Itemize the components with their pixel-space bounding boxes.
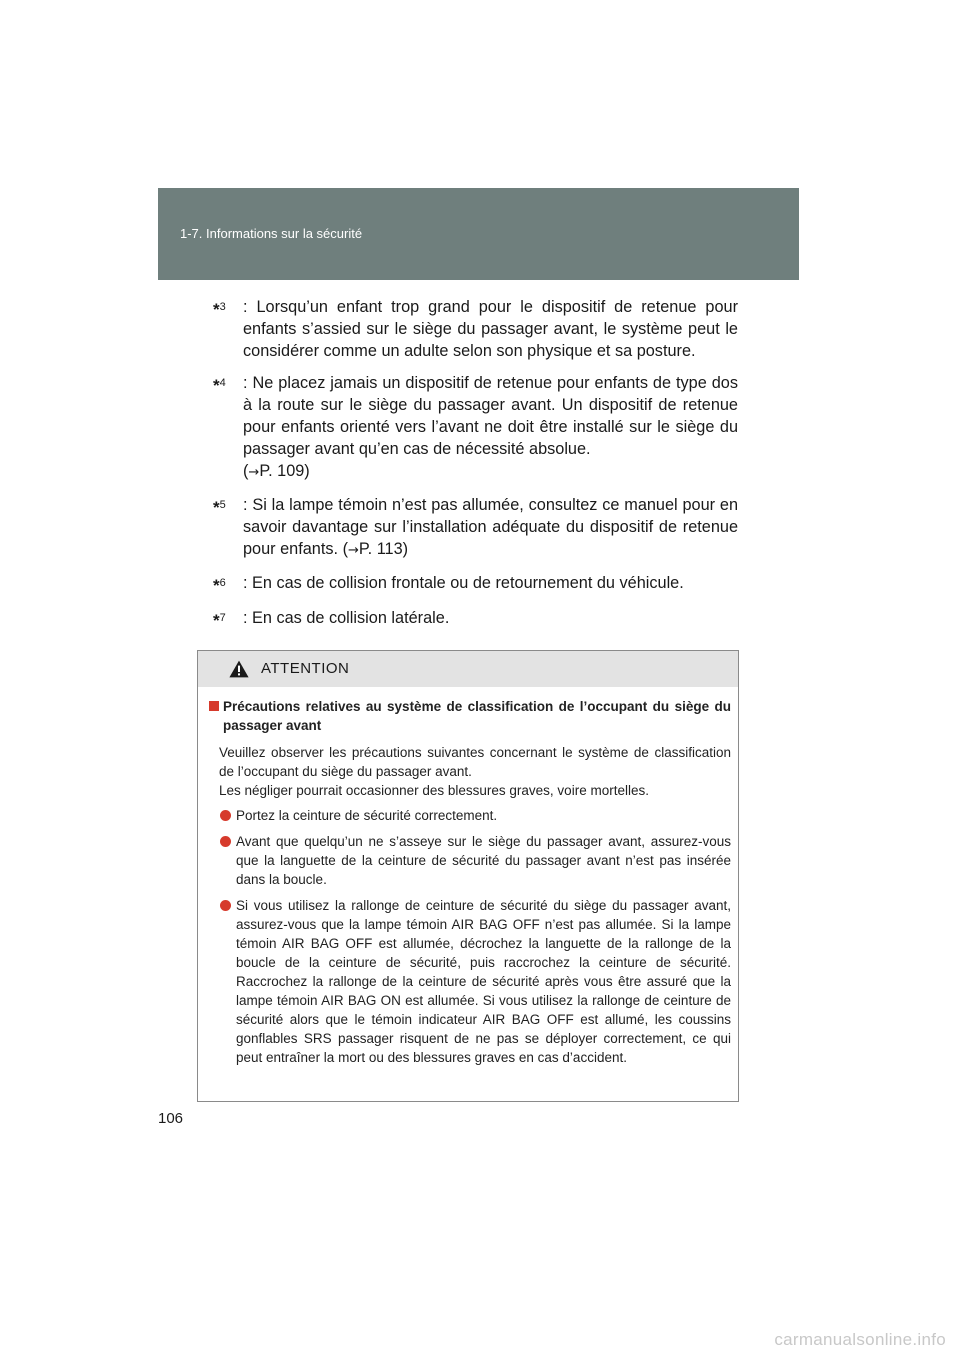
warning-body	[198, 687, 738, 1067]
round-bullet-icon	[220, 810, 231, 821]
warning-intro-line: Les négliger pourrait occasionner des blessures graves, voire mortelles.	[219, 783, 649, 798]
asterisk-icon: *	[213, 300, 220, 319]
footnote-4	[213, 372, 738, 484]
page-reference[interactable]	[243, 460, 738, 484]
warning-box	[197, 650, 739, 1102]
warning-heading	[209, 697, 731, 735]
footnote-marker	[213, 494, 243, 519]
chapter-header-band	[158, 188, 799, 280]
warning-label: ATTENTION	[261, 660, 350, 677]
footnote-number: 5	[219, 499, 226, 511]
footnote-text: : Lorsqu’un enfant trop grand pour le dispositif de retenue pour enfants s’assied sur le siège du passager avant, le système peut le considérer comme un adulte selon son physique et sa posture.	[243, 298, 738, 360]
footnote-7	[213, 607, 738, 632]
page-reference[interactable]: P. 113)	[358, 540, 409, 558]
round-bullet-icon	[220, 836, 231, 847]
footnote-marker	[213, 372, 243, 397]
arrow-right-icon: →	[248, 465, 260, 480]
warning-item	[209, 832, 731, 889]
ref-paren: (	[243, 462, 249, 480]
watermark: carmanualsonline.info	[774, 1330, 946, 1349]
footnote-number: 3	[219, 301, 226, 313]
footnote-marker	[213, 572, 243, 597]
footnote-5	[213, 494, 738, 562]
warning-item	[209, 806, 731, 825]
warning-item	[209, 896, 731, 1067]
footnote-3	[213, 296, 738, 362]
warning-intro-line: Veuillez observer les précautions suivantes concernant le système de classification de l’occupant du siège du passager avant.	[219, 745, 731, 779]
round-bullet-icon	[220, 900, 231, 911]
footnote-number: 7	[219, 612, 226, 624]
footnote-text: : En cas de collision frontale ou de retournement du véhicule.	[243, 574, 684, 592]
asterisk-icon: *	[213, 376, 220, 395]
footnote-text: : Si la lampe témoin n’est pas allumée, consultez ce manuel pour en savoir davantage sur l’installation adéquate du dispositif de retenue pour enfants. (	[243, 496, 738, 558]
footnote-number: 6	[219, 577, 226, 589]
page-number: 106	[158, 1110, 184, 1127]
footnote-text-container	[243, 372, 738, 484]
warning-triangle-icon	[229, 660, 249, 678]
asterisk-icon: *	[213, 498, 220, 517]
footnotes-list	[213, 296, 738, 642]
warning-heading-text: Précautions relatives au système de classification de l’occupant du siège du passager avant	[223, 699, 731, 733]
footnote-marker	[213, 607, 243, 632]
footnote-number: 4	[219, 377, 226, 389]
ref-text: P. 109)	[259, 462, 310, 480]
warning-item-text: Avant que quelqu’un ne s’asseye sur le siège du passager avant, assurez-vous que la languette de la ceinture de sécurité du passager avant n’est pas insérée dans la boucle.	[236, 834, 731, 887]
footnote-marker	[213, 296, 243, 321]
footnote-6	[213, 572, 738, 597]
warning-intro	[219, 743, 731, 800]
arrow-right-icon: →	[348, 543, 359, 558]
footnote-text-container	[243, 494, 738, 562]
footnote-text: : En cas de collision latérale.	[243, 609, 450, 627]
asterisk-icon: *	[213, 611, 220, 630]
asterisk-icon: *	[213, 576, 220, 595]
warning-item-text: Si vous utilisez la rallonge de ceinture de sécurité du siège du passager avant, assurez-vous que la lampe témoin AIR BAG OFF n’est pas allumée. Si la lampe témoin AIR BAG OFF est allumée, décrochez la languette de la rallonge de la boucle de la ceinture de sécurité, puis raccrochez la ceinture de sécurité. Raccrochez la rallonge de la ceinture de sécurité après vous être assuré que la lampe témoin AIR BAG ON est allumée. Si vous utilisez la rallonge de ceinture de sécurité alors que le témoin indicateur AIR BAG OFF est allumé, les coussins gonflables SRS passager risquent de ne pas se déployer correctement, ce qui peut entraîner la mort ou des blessures graves en cas d’accident.	[236, 898, 731, 1065]
footnote-text: : Ne placez jamais un dispositif de retenue pour enfants de type dos à la route sur le siège du passager avant. Un dispositif de retenue pour enfants orienté vers l’avant ne doit être installé sur le siège du passager avant qu’en cas de nécessité absolue.	[243, 374, 738, 458]
square-bullet-icon	[209, 701, 219, 711]
warning-item-text: Portez la ceinture de sécurité correctement.	[236, 808, 498, 823]
section-title: 1-7. Informations sur la sécurité	[180, 226, 363, 241]
warning-header	[198, 651, 738, 687]
